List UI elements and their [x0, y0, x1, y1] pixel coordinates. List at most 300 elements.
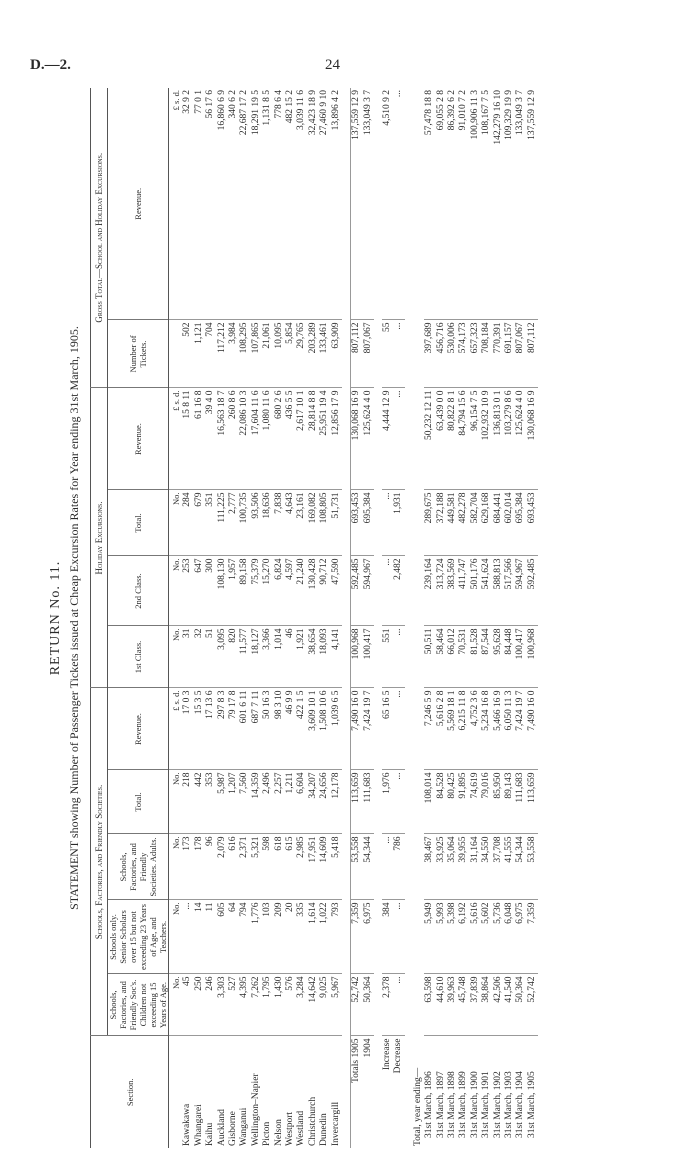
cell-g-revenue: 109,329 19 9: [503, 90, 514, 140]
table-row: [251, 88, 262, 1148]
cell-second: 300: [205, 556, 216, 626]
cell-h-total: 602,014: [504, 490, 515, 556]
table-row: [217, 88, 228, 1148]
cell-first: 81,528: [470, 626, 481, 688]
cell-second: 588,813: [493, 556, 504, 626]
cell-g-revenue: 22,687 17 2: [239, 90, 250, 136]
spacer-row: [342, 88, 351, 1148]
cell-children: 527: [228, 974, 239, 1036]
cell-senior: 794: [239, 900, 250, 974]
table-row: [274, 88, 285, 1148]
cell-g-revenue: 340 6 2: [228, 90, 239, 119]
cell-children: 5,967: [331, 974, 342, 1036]
row-label: 31st March, 1897: [436, 1036, 447, 1148]
cell-senior: 7,359: [351, 900, 363, 974]
row-label: Christchurch: [308, 1036, 319, 1148]
cell-total: 2,257: [274, 770, 285, 834]
col-first-class: 1st Class.: [108, 626, 169, 688]
history-row: [447, 88, 458, 1148]
cell-adults: 5,321: [251, 834, 262, 900]
cell-g-revenue: 137,559 12 9: [351, 88, 363, 320]
cell-adults: 598: [262, 834, 273, 900]
cell-h-total: 289,675: [424, 490, 435, 556]
cell-adults: 17,951: [308, 834, 319, 900]
cell-first: 820: [228, 626, 239, 688]
cell-h-revenue: 4,444 12 9: [382, 388, 393, 490]
cell-h-revenue: 125,624 4 0: [363, 388, 374, 490]
cell-h-total: 4,643: [285, 490, 296, 556]
row-label: 31st March, 1900: [470, 1036, 481, 1148]
cell-g-revenue: 32 9 2: [182, 90, 193, 114]
cell-h-total: 695,384: [515, 490, 526, 556]
unit-label: No.: [169, 490, 183, 556]
cell-h-total: 100,735: [239, 490, 250, 556]
row-label: Whangarei: [194, 1036, 205, 1148]
row-label: Westport: [285, 1036, 296, 1148]
cell-first: 50,511: [424, 626, 435, 688]
cell-adults: 786: [393, 834, 404, 900]
history-row: [515, 88, 526, 1148]
cell-g-revenue: 32,423 18 9: [307, 90, 318, 136]
cell-g-number: 657,323: [470, 320, 481, 388]
units-row: [169, 88, 183, 1148]
cell-h-total: 693,453: [527, 490, 538, 556]
cell-g-number: 21,061: [262, 320, 273, 388]
cell-h-revenue: 436 5 5: [285, 388, 296, 490]
cell-senior: 5,398: [447, 900, 458, 974]
rotated-table-page: [48, 88, 688, 1148]
cell-revenue: 17 0 3: [182, 688, 193, 770]
cell-children: 7,262: [251, 974, 262, 1036]
cell-children: 9,025: [319, 974, 330, 1036]
cell-adults: 96: [205, 834, 216, 900]
excursion-table: [90, 88, 538, 1148]
row-label: Increase: [382, 1036, 393, 1148]
cell-children: 1,430: [274, 974, 285, 1036]
cell-g-number: 502: [182, 320, 193, 388]
history-row: [504, 88, 515, 1148]
cell-g-revenue: 108,167 7 5: [481, 90, 492, 136]
row-label: [363, 1036, 374, 1148]
row-label: 31st March, 1898: [447, 1036, 458, 1148]
totals-row: [363, 88, 374, 1148]
cell-h-revenue: 125,624 4 0: [515, 388, 526, 490]
cell-h-revenue: 130,068 16 9: [527, 388, 538, 490]
table-body: [169, 88, 539, 1148]
cell-total: 7,560: [239, 770, 250, 834]
cell-total: 442: [194, 770, 205, 834]
cell-adults: 37,708: [493, 834, 504, 900]
row-label: 31st March, 1901: [481, 1036, 492, 1148]
cell-revenue: 46 9 9: [285, 688, 296, 770]
col-revenue: Revenue.: [108, 688, 169, 770]
cell-second: 2,482: [393, 556, 404, 626]
cell-second: 253: [182, 556, 193, 626]
cell-g-number: 5,854: [285, 320, 296, 388]
cell-adults: 53,558: [527, 834, 538, 900]
cell-h-total: 684,441: [493, 490, 504, 556]
row-label: [351, 1036, 363, 1148]
cell-h-revenue: 130,068 16 9: [351, 388, 363, 490]
cell-h-total: 169,082: [308, 490, 319, 556]
totals-year: 1905: [351, 1038, 362, 1058]
cell-revenue: 5,234 16 8: [481, 688, 492, 770]
group-schools: Schools, Factories, and Friendly Societies.: [91, 688, 108, 1036]
cell-second: 594,967: [515, 556, 526, 626]
cell-first: 3,366: [262, 626, 273, 688]
cell-total: 80,425: [447, 770, 458, 834]
cell-first: 11,577: [239, 626, 250, 688]
row-label: 31st March, 1905: [527, 1036, 538, 1148]
cell-revenue: 3,609 10 1: [308, 688, 319, 770]
cell-senior: 20: [285, 900, 296, 974]
cell-senior: 605: [217, 900, 228, 974]
cell-senior: 5,993: [436, 900, 447, 974]
cell-g-revenue: 91,010 7 2: [458, 90, 469, 131]
cell-senior: 7,359: [527, 900, 538, 974]
cell-total: 1,211: [285, 770, 296, 834]
table-row: [262, 88, 273, 1148]
cell-revenue: 5,616 2 8: [436, 688, 447, 770]
cell-h-total: 482,278: [458, 490, 469, 556]
row-label: 31st March, 1899: [458, 1036, 469, 1148]
return-title: RETURN No. 11.: [48, 560, 63, 676]
cell-adults: 34,550: [481, 834, 492, 900]
cell-second: 75,379: [251, 556, 262, 626]
cell-total: 113,659: [351, 770, 363, 834]
history-row: [481, 88, 492, 1148]
unit-label: No.: [169, 974, 183, 1036]
history-row: [470, 88, 481, 1148]
page-number: 24: [325, 57, 340, 73]
totals-year: 1904: [362, 1038, 373, 1058]
cell-revenue: 17 13 6: [205, 688, 216, 770]
cell-second: 313,724: [436, 556, 447, 626]
cell-adults: 53,558: [351, 834, 363, 900]
cell-first: 100,968: [351, 626, 363, 688]
unit-label: £ s. d.: [171, 90, 181, 111]
cell-children: 45: [182, 974, 193, 1036]
cell-second: 1,957: [228, 556, 239, 626]
cell-g-number: 691,157: [504, 320, 515, 388]
unit-label: No.: [169, 626, 183, 688]
cell-revenue: 687 7 11: [251, 688, 262, 770]
cell-children: 250: [194, 974, 205, 1036]
cell-second: 592,485: [527, 556, 538, 626]
cell-first: 32: [194, 626, 205, 688]
spacer-row: [374, 88, 382, 1148]
cell-revenue: 5,569 18 1: [447, 688, 458, 770]
cell-second: 592,485: [351, 556, 363, 626]
cell-g-number: 117,212: [217, 320, 228, 388]
cell-revenue: 7,490 16 0: [351, 688, 363, 770]
cell-children: 50,364: [515, 974, 526, 1036]
cell-second: 647: [194, 556, 205, 626]
col-gross-revenue: Revenue.: [108, 88, 169, 320]
cell-adults: 173: [182, 834, 193, 900]
cell-total: ...: [393, 770, 404, 834]
cell-h-revenue: 260 8 6: [228, 388, 239, 490]
cell-children: 41,540: [504, 974, 515, 1036]
cell-h-total: 629,168: [481, 490, 492, 556]
cell-first: 100,417: [515, 626, 526, 688]
cell-g-number: 107,865: [251, 320, 262, 388]
cell-adults: 2,985: [296, 834, 307, 900]
cell-h-total: ...: [382, 490, 393, 556]
cell-g-revenue: 142,279 16 10: [492, 90, 503, 145]
cell-adults: 2,371: [239, 834, 250, 900]
table-row: [296, 88, 307, 1148]
row-label: Decrease: [393, 1036, 404, 1148]
cell-h-total: 23,161: [296, 490, 307, 556]
cell-g-revenue: 16,860 6 9: [216, 90, 227, 131]
cell-g-number: 708,184: [481, 320, 492, 388]
cell-revenue: 1,508 10 6: [319, 688, 330, 770]
cell-g-number: 807,112: [527, 320, 538, 388]
cell-h-revenue: 103,279 8 6: [504, 388, 515, 490]
cell-g-revenue: 1,131 8 5: [262, 90, 273, 126]
cell-total: 14,359: [251, 770, 262, 834]
cell-h-total: 51,731: [331, 490, 342, 556]
cell-h-total: 679: [194, 490, 205, 556]
cell-total: 12,178: [331, 770, 342, 834]
cell-h-revenue: 28,814 8 8: [308, 388, 319, 490]
cell-g-revenue: 86,392 6 2: [446, 90, 457, 131]
cell-h-revenue: 102,932 10 9: [481, 388, 492, 490]
cell-first: 70,531: [458, 626, 469, 688]
cell-adults: 178: [194, 834, 205, 900]
cell-total: 34,207: [308, 770, 319, 834]
cell-adults: 35,064: [447, 834, 458, 900]
cell-g-number: 807,067: [515, 320, 526, 388]
cell-g-revenue: 100,906 11 3: [469, 90, 480, 140]
cell-senior: 793: [331, 900, 342, 974]
cell-g-revenue: 69,055 2 8: [435, 90, 446, 131]
cell-total: 84,528: [436, 770, 447, 834]
history-row: [493, 88, 504, 1148]
row-label: Invercargill: [331, 1036, 342, 1148]
cell-total: 111,683: [515, 770, 526, 834]
cell-revenue: ...: [393, 688, 404, 770]
cell-h-revenue: 1,080 11 6: [262, 388, 273, 490]
cell-children: 4,395: [239, 974, 250, 1036]
cell-revenue: 1,039 6 5: [331, 688, 342, 770]
cell-adults: 2,079: [217, 834, 228, 900]
statement-title: STATEMENT showing Number of Passenger Tickets issued at Cheap Excursion Rates for Year ending 31st March, 1905.: [67, 326, 81, 910]
cell-h-total: 351: [205, 490, 216, 556]
cell-total: 1,207: [228, 770, 239, 834]
cell-total: 218: [182, 770, 193, 834]
cell-second: 383,569: [447, 556, 458, 626]
row-label: 31st March, 1903: [504, 1036, 515, 1148]
cell-total: 74,619: [470, 770, 481, 834]
row-label: Wanganui: [239, 1036, 250, 1148]
cell-senior: 5,736: [493, 900, 504, 974]
cell-g-revenue: 56 17 6: [205, 90, 216, 119]
cell-second: 89,158: [239, 556, 250, 626]
cell-senior: 6,975: [515, 900, 526, 974]
cell-total: 89,143: [504, 770, 515, 834]
cell-g-number: 108,295: [239, 320, 250, 388]
cell-children: 37,839: [470, 974, 481, 1036]
cell-g-number: 770,391: [493, 320, 504, 388]
cell-h-revenue: 80,822 8 1: [447, 388, 458, 490]
cell-h-revenue: 25,951 19 4: [319, 388, 330, 490]
cell-g-number: 63,909: [331, 320, 342, 388]
cell-h-revenue: 96,154 7 5: [470, 388, 481, 490]
cell-first: 1,014: [274, 626, 285, 688]
row-label: 31st March, 1896: [424, 1036, 435, 1148]
cell-revenue: 5,466 16 9: [493, 688, 504, 770]
cell-g-number: 133,461: [319, 320, 330, 388]
cell-total: 353: [205, 770, 216, 834]
cell-revenue: 601 6 11: [239, 688, 250, 770]
cell-h-total: 93,506: [251, 490, 262, 556]
cell-second: 4,597: [285, 556, 296, 626]
cell-total: 85,950: [493, 770, 504, 834]
cell-first: 18,093: [319, 626, 330, 688]
col-second-class: 2nd Class.: [108, 556, 169, 626]
document-reference: D.—2.: [30, 57, 71, 73]
cell-h-revenue: 50,232 12 11: [424, 388, 435, 490]
cell-senior: 64: [228, 900, 239, 974]
cell-g-number: 55: [382, 320, 393, 388]
col-children: Schools, Factories, and Friendly Soc's. Children not exceeding 15 Years of Age.: [108, 974, 169, 1036]
row-label: Nelson: [274, 1036, 285, 1148]
cell-g-number: ...: [393, 320, 404, 388]
row-label: Auckland: [217, 1036, 228, 1148]
cell-children: 39,963: [447, 974, 458, 1036]
cell-adults: 618: [274, 834, 285, 900]
cell-children: 14,642: [308, 974, 319, 1036]
cell-second: 6,824: [274, 556, 285, 626]
cell-g-number: 807,067: [363, 320, 374, 388]
cell-second: 130,428: [308, 556, 319, 626]
cell-total: 108,014: [424, 770, 435, 834]
cell-revenue: 7,424 19 7: [363, 688, 374, 770]
cell-first: 87,544: [481, 626, 492, 688]
cell-senior: ...: [182, 900, 193, 974]
cell-h-total: 284: [182, 490, 193, 556]
cell-revenue: 297 8 3: [217, 688, 228, 770]
cell-h-revenue: 12,856 17 9: [331, 388, 342, 490]
col-total: Total.: [108, 770, 169, 834]
cell-revenue: 7,490 16 0: [527, 688, 538, 770]
cell-total: 79,016: [481, 770, 492, 834]
cell-senior: 1,022: [319, 900, 330, 974]
group-holiday: Holiday Excursions.: [91, 388, 108, 688]
table-row: [182, 88, 193, 1148]
cell-first: ...: [393, 626, 404, 688]
cell-children: 3,303: [217, 974, 228, 1036]
cell-senior: 6,975: [363, 900, 374, 974]
cell-adults: 54,344: [363, 834, 374, 900]
cell-children: 2,378: [382, 974, 393, 1036]
unit-label: No.: [169, 770, 183, 834]
cell-h-revenue: 17,604 11 6: [251, 388, 262, 490]
cell-h-revenue: 136,813 0 1: [493, 388, 504, 490]
cell-h-total: 18,636: [262, 490, 273, 556]
cell-total: 1,976: [382, 770, 393, 834]
cell-children: 3,284: [296, 974, 307, 1036]
history-row: [458, 88, 469, 1148]
cell-second: 21,240: [296, 556, 307, 626]
cell-h-revenue: 22,086 10 3: [239, 388, 250, 490]
cell-second: 411,747: [458, 556, 469, 626]
cell-h-revenue: 15 8 11: [182, 388, 193, 490]
cell-first: 31: [182, 626, 193, 688]
group-gross: Gross Total—School and Holiday Excursions.: [91, 88, 108, 388]
cell-first: 18,127: [251, 626, 262, 688]
cell-senior: 1,776: [251, 900, 262, 974]
cell-h-total: 7,838: [274, 490, 285, 556]
cell-first: 51: [205, 626, 216, 688]
cell-g-revenue: ...: [393, 90, 404, 98]
cell-adults: ...: [382, 834, 393, 900]
cell-h-revenue: 84,794 15 6: [458, 388, 469, 490]
cell-h-revenue: 2,617 10 1: [296, 388, 307, 490]
cell-senior: 11: [205, 900, 216, 974]
cell-h-revenue: 39 4 0: [205, 388, 216, 490]
cell-revenue: 7,246 5 9: [424, 688, 435, 770]
cell-senior: 209: [274, 900, 285, 974]
cell-second: 517,566: [504, 556, 515, 626]
cell-second: 239,164: [424, 556, 435, 626]
cell-children: ...: [393, 974, 404, 1036]
col-gross-number: Number of Tickets.: [108, 320, 169, 388]
cell-total: 91,895: [458, 770, 469, 834]
row-label: Westland: [296, 1036, 307, 1148]
cell-revenue: 65 16 5: [382, 688, 393, 770]
cell-h-total: 582,704: [470, 490, 481, 556]
cell-revenue: 4,752 3 6: [470, 688, 481, 770]
cell-first: 66,012: [447, 626, 458, 688]
cell-second: 90,712: [319, 556, 330, 626]
totals-row: [351, 88, 363, 1148]
cell-senior: ...: [393, 900, 404, 974]
cell-g-revenue: 77 0 1: [193, 90, 204, 114]
unit-label: No.: [169, 556, 183, 626]
col-holiday-total: Total.: [108, 490, 169, 556]
cell-g-revenue: 13,896 4 2: [330, 90, 341, 131]
cell-adults: 616: [228, 834, 239, 900]
col-senior: Schools only. Senior Scholars over 15 but not exceeding 23 Years of Age, and Teachers.: [108, 900, 169, 974]
cell-h-total: 111,225: [217, 490, 228, 556]
cell-adults: 41,555: [504, 834, 515, 900]
cell-second: 501,176: [470, 556, 481, 626]
row-label: Kaihu: [205, 1036, 216, 1148]
cell-children: 50,364: [363, 974, 374, 1036]
cell-g-revenue: 57,478 18 8: [424, 90, 435, 136]
unit-label: £ s. d.: [169, 688, 183, 770]
cell-adults: 54,344: [515, 834, 526, 900]
cell-children: 38,864: [481, 974, 492, 1036]
history-row: [424, 88, 435, 1148]
cell-h-revenue: 63,439 0 0: [436, 388, 447, 490]
cell-children: 42,506: [493, 974, 504, 1036]
cell-children: 52,742: [351, 974, 363, 1036]
cell-g-number: 397,689: [424, 320, 435, 388]
cell-senior: 6,048: [504, 900, 515, 974]
cell-revenue: 7,424 19 7: [515, 688, 526, 770]
cell-first: 100,968: [527, 626, 538, 688]
cell-first: 84,448: [504, 626, 515, 688]
cell-first: 100,417: [363, 626, 374, 688]
row-label: Kawakawa: [182, 1036, 193, 1148]
cell-total: 6,604: [296, 770, 307, 834]
table-row: [194, 88, 205, 1148]
cell-h-total: 1,931: [393, 490, 404, 556]
